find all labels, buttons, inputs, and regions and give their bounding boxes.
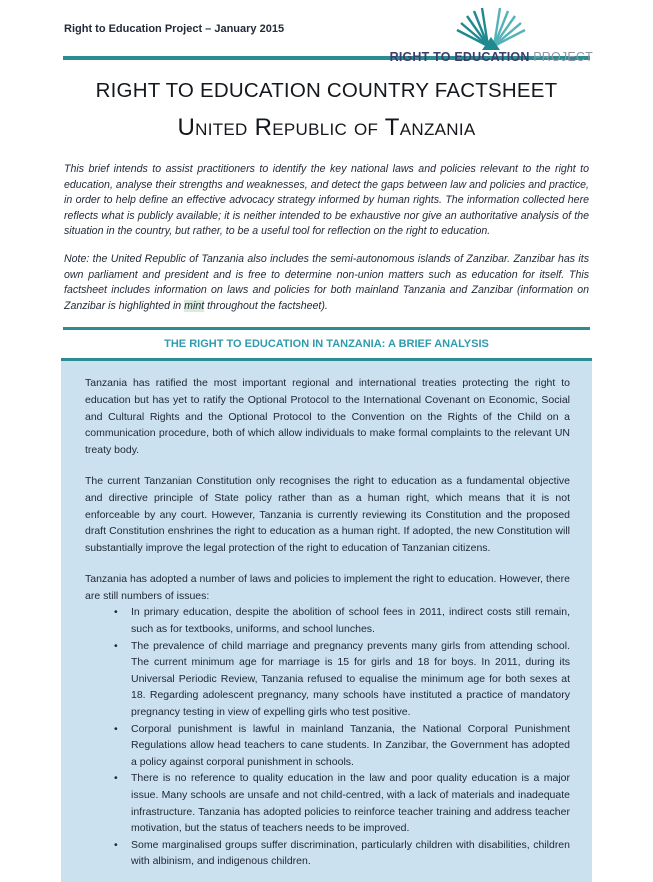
issue-item: • Some marginalised groups suffer discrimination, particularly children with disabilities, children with albinism, and indigenous children.: [112, 837, 570, 870]
document-header: [0, 0, 653, 64]
mint-highlight: mint: [184, 299, 205, 312]
logo-wordmark: [390, 50, 593, 64]
section-header: THE RIGHT TO EDUCATION IN TANZANIA: A BRIEF ANALYSIS: [164, 338, 489, 351]
analysis-box: [61, 358, 592, 882]
note-paragraph: [64, 252, 589, 314]
issue-item: • In primary education, despite the abolition of school fees in 2011, indirect costs still remain, such as for textbooks, uniforms, and school lunches.: [112, 604, 570, 637]
open-book-fan-icon: [452, 8, 530, 50]
logo-title: RIGHT TO EDUCATION: [389, 50, 530, 64]
logo-suffix: PROJECT: [533, 50, 593, 64]
issues-list: [85, 604, 570, 876]
intro-paragraph: This brief intends to assist practitioners to identify the key national laws and policies relevant to the right to education, analyse their strengths and weaknesses, and detect the gaps between law and policies and practice, in order to help define an effective advocacy strategy informed by human rights. The information collected here reflects what is publicly available; it is neither intended to be exhaustive nor give an authoritative analysis of the situation in the country, but rather, to be a useful tool for reflection on the right to education.: [64, 163, 589, 238]
right-to-education-logo: [390, 8, 593, 64]
header-date-text: Right to Education Project – January 2015: [64, 23, 285, 35]
note-text-before: Note: the United Republic of Tanzania also includes the semi-autonomous islands of Zanzibar. Zanzibar has its own parliament and president and is free to determine non-union matters such as education for itself. This factsheet includes information on laws and policies for both mainland Tanzania and Zanzibar (information on Zanzibar is highlighted in: [64, 252, 589, 312]
section-divider-rule-top: [63, 327, 590, 330]
note-text-after: throughout the factsheet).: [204, 299, 328, 312]
page-title: RIGHT TO EDUCATION COUNTRY FACTSHEET: [95, 79, 558, 102]
analysis-paragraph: Tanzania has adopted a number of laws and policies to implement the right to education. However, there are still numbers of issues:: [85, 573, 570, 602]
analysis-paragraph: Tanzania has ratified the most important regional and international treaties protecting the right to education but has yet to ratify the Optional Protocol to the International Covenant on Economic, Social and Cultural Rights and the Optional Protocol to the Convention on the Rights of the Child on a communication procedure, both of which allow individuals to make formal complaints to the relevant UN treaty body.: [85, 377, 570, 456]
issue-item: • There is no reference to quality education in the law and poor quality education is a major issue. Many schools are unsafe and not child-centred, with a lack of materials and inadequate infrastructure. Tanzania has adopted policies to reinforce teacher training and address teacher motivation, but the status of teachers needs to be improved.: [112, 770, 570, 836]
issue-item: • The prevalence of child marriage and pregnancy prevents many girls from attending school. The current minimum age for marriage is 15 for girls and 18 for boys. In 2011, during its Universal Periodic Review, Tanzania refused to equalise the minimum age for both sexes at 18. Regarding adolescent pregnancy, many schools have instituted a practice of mandatory pregnancy testing in view of expelling girls who test positive.: [112, 638, 570, 721]
issue-item: • Corporal punishment is lawful in mainland Tanzania, the National Corporal Punishment Regulations allow head teachers to cane students. In Zanzibar, the Government has adopted a policy against corporal punishment in schools.: [112, 721, 570, 771]
country-subtitle: United Republic of Tanzania: [177, 114, 476, 141]
analysis-paragraph: The current Tanzanian Constitution only recognises the right to education as a fundamental objective and directive principle of State policy rather than as a human right, which means that it is not enforceable by any court. However, Tanzania is currently reviewing its Constitution and the proposed draft Constitution enshrines the right to education as a human right. If adopted, the new Constitution will substantially improve the legal protection of the right to education of Tanzanian citizens.: [85, 475, 570, 554]
